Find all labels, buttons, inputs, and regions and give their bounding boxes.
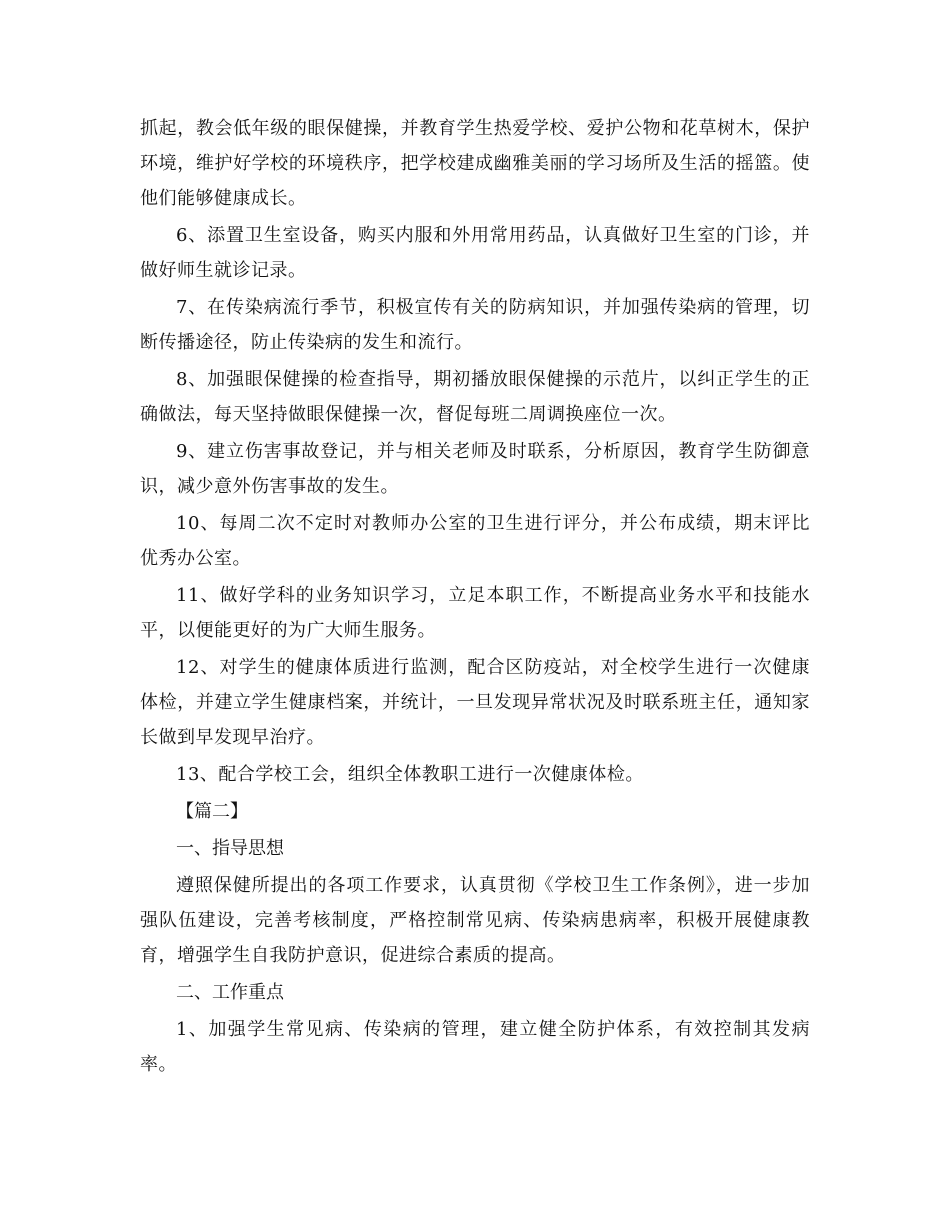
- paragraph-item-11: 11、做好学科的业务知识学习，立足本职工作，不断提高业务水平和技能水平，以便能更好的为广大师生服务。: [140, 585, 810, 641]
- section-heading-work-focus: 二、工作重点: [176, 982, 284, 1003]
- document-body: [140, 111, 810, 1082]
- paragraph-focus-item-1: 1、加强学生常见病、传染病的管理，建立健全防护体系，有效控制其发病率。: [140, 1019, 810, 1075]
- paragraph-item-7: 7、在传染病流行季节，积极宣传有关的防病知识，并加强传染病的管理，切断传播途径，防止传染病的发生和流行。: [140, 297, 810, 353]
- section-heading-part-two: 【篇二】: [176, 801, 248, 822]
- paragraph-item-9: 9、建立伤害事故登记，并与相关老师及时联系，分析原因，教育学生防御意识，减少意外伤害事故的发生。: [140, 441, 810, 497]
- paragraph-item-8: 8、加强眼保健操的检查指导，期初播放眼保健操的示范片，以纠正学生的正确做法，每天坚持做眼保健操一次，督促每班二周调换座位一次。: [140, 369, 810, 425]
- section-heading-guiding-ideology: 一、指导思想: [176, 838, 284, 859]
- paragraph-item-10: 10、每周二次不定时对教师办公室的卫生进行评分，并公布成绩，期末评比优秀办公室。: [140, 513, 810, 569]
- paragraph-continued: 抓起，教会低年级的眼保健操，并教育学生热爱学校、爱护公物和花草树木，保护环境，维护好学校的环境秩序，把学校建成幽雅美丽的学习场所及生活的摇篮。使他们能够健康成长。: [140, 118, 810, 209]
- paragraph-item-6: 6、添置卫生室设备，购买内服和外用常用药品，认真做好卫生室的门诊，并做好师生就诊记录。: [140, 225, 810, 281]
- paragraph-item-12: 12、对学生的健康体质进行监测，配合区防疫站，对全校学生进行一次健康体检，并建立学生健康档案，并统计，一旦发现异常状况及时联系班主任，通知家长做到早发现早治疗。: [140, 657, 810, 748]
- paragraph-item-13: 13、配合学校工会，组织全体教职工进行一次健康体检。: [176, 764, 644, 785]
- paragraph-guiding-ideology: 遵照保健所提出的各项工作要求，认真贯彻《学校卫生工作条例》，进一步加强队伍建设，完善考核制度，严格控制常见病、传染病患病率，积极开展健康教育，增强学生自我防护意识，促进综合素质的提高。: [140, 875, 810, 966]
